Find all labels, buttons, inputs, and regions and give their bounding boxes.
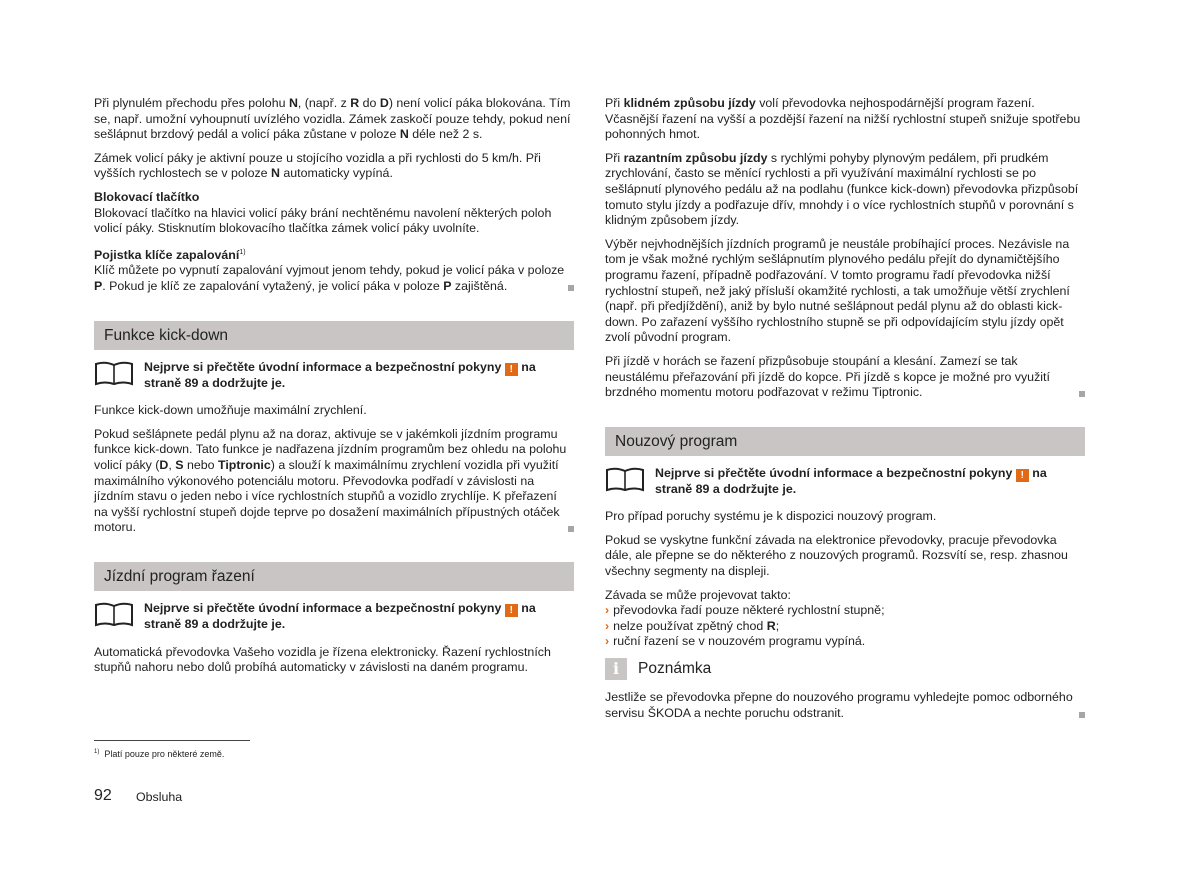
section-heading-jizdni: Jízdní program řazení bbox=[94, 562, 574, 591]
page-number: 92 bbox=[94, 787, 112, 804]
paragraph-text: Jestliže se převodovka přepne do nouzového programu vyhledejte pomoc odborného servisu ŠKODA a nechte poruchu odstranit. bbox=[605, 690, 1073, 720]
end-mark-icon bbox=[568, 526, 574, 532]
bold-text: N bbox=[399, 127, 409, 142]
bold-text: R bbox=[350, 96, 360, 110]
chevron-right-icon: › bbox=[605, 618, 610, 633]
book-icon bbox=[94, 601, 134, 627]
section-heading-kickdown: Funkce kick-down bbox=[94, 321, 574, 350]
fault-list bbox=[605, 603, 1085, 650]
book-icon bbox=[94, 360, 134, 386]
warning-icon: ! bbox=[505, 363, 518, 376]
notice bbox=[94, 601, 574, 633]
chevron-right-icon: › bbox=[605, 634, 610, 649]
paragraph-text: Pokud sešlápnete pedál plynu až na doraz, aktivuje se v jakémkoli jízdním programu funkce kick-down. Tato funkce je nadřazena jízdním programům bez ohledu na polohu volicí páky (D, S nebo Tiptronic) a slouží k maximálnímu zrychlení vozidla při využití maximálního výkonového potenciálu motoru. Převodovka podřadí v závislosti na jízdním stavu o jeden nebo i více rychlostních stupňů a vozidlo zrychlíje. K přeřazení na vyšší rychlostní stupeň dojde teprve po dosažení maximálních přípustných otáček motoru. bbox=[94, 426, 567, 535]
end-mark-icon bbox=[568, 285, 574, 291]
end-mark-icon bbox=[1079, 712, 1085, 718]
chevron-right-icon: › bbox=[605, 603, 610, 618]
notice-text bbox=[144, 360, 574, 392]
paragraph: Automatická převodovka Vašeho vozidla je řízena elektronicky. Řazení rychlostních stupňů nahoru nebo dolů probíhá automaticky v závislosti na daném programu. bbox=[94, 644, 551, 675]
bold-text: N bbox=[288, 96, 298, 110]
paragraph: Zámek volicí páky je aktivní pouze u stojícího vozidla a při rychlosti do 5 km/h. Při vyšších rychlostech se v poloze N automaticky vypíná. bbox=[94, 150, 541, 181]
footnote-ref: 1) bbox=[239, 248, 246, 256]
notice-text-pre: Nejprve si přečtěte úvodní informace a bezpečnostní pokyny bbox=[144, 601, 502, 615]
bold-text: D bbox=[159, 458, 169, 473]
paragraph: Při plynulém přechodu přes polohu N, (např. z R do D) není volicí páka blokována. Tím se, např. umožní vyhoupnutí uvízlého vozidla. Zámek zaskočí pouze tehdy, pokud není sešlápnut brzdový pedál a volicí páka zůstane v poloze N déle než 2 s. bbox=[94, 96, 571, 142]
subheading-pojistka bbox=[94, 245, 574, 264]
notice-text-post: na straně 89 a dodržujte je. bbox=[144, 359, 536, 390]
list-item bbox=[605, 603, 1085, 619]
paragraph: Při klidném způsobu jízdy volí převodovka nejhospodárnější program řazení. Včasnější řazení na vyšší a pozdější řazení na nižší rychlostní stupeň snižuje spotřebu pohonných hmot. bbox=[605, 96, 1081, 142]
paragraph bbox=[605, 690, 1085, 721]
right-column bbox=[605, 96, 1085, 729]
notice bbox=[605, 466, 1085, 498]
paragraph: Pokud se vyskytne funkční závada na elektronice převodovky, pracuje převodovka dále, ale přepne se do některého z nouzových programů. Rozsvítí se, resp. zhasnou všechny segmenty na displeji. bbox=[605, 532, 1068, 579]
notice-text bbox=[655, 466, 1085, 498]
notice bbox=[94, 360, 574, 392]
notice-text-post: na straně 89 a dodržujte je. bbox=[144, 601, 536, 631]
page-section-label: Obsluha bbox=[136, 790, 183, 804]
info-icon: i bbox=[605, 658, 627, 680]
list-item-text: převodovka řadí pouze některé rychlostní stupně; bbox=[613, 603, 885, 618]
bold-text: P bbox=[94, 279, 103, 294]
paragraph bbox=[94, 427, 574, 536]
footnote bbox=[94, 749, 224, 759]
footnote-number: 1) bbox=[94, 749, 100, 755]
list-item-text: ruční řazení se v nouzovém programu vypíná. bbox=[613, 634, 866, 649]
paragraph: Blokovací tlačítko na hlavici volicí páky brání nechtěnému navolení některých poloh volicí páky. Stisknutím blokovacího tlačítka zámek volicí páky uvolníte. bbox=[94, 205, 552, 236]
list-item bbox=[605, 619, 1085, 635]
bold-text: D bbox=[379, 96, 389, 110]
list-item-text: nelze používat zpětný chod R; bbox=[613, 618, 780, 633]
paragraph bbox=[94, 263, 574, 294]
bold-text: P bbox=[443, 279, 452, 294]
paragraph bbox=[605, 354, 1085, 401]
paragraph: Výběr nejvhodnějších jízdních programů je neustále probíhající proces. Nezávisle na tom je však možné rychlým sešlápnutím plynového pedálu přejít do dynamičtějšího programu řazení, případně podřazování. V tomto programu řadí převodovka nižší rychlostní stupeň, než jaký přísluší okamžité rychlosti, a tak umožňuje větší zrychlení (např. při předjíždění), aniž by bylo nutné sešlápnout pedál plynu až do oblasti kick-down. Po zařazení vyššího rychlostního stupně se při odpovídajícím stylu jízdy opět zvolí původní program. bbox=[605, 236, 1070, 345]
bold-text: S bbox=[175, 458, 184, 473]
paragraph-text: Klíč můžete po vypnutí zapalování vyjmout jenom tehdy, pokud je volicí páka v poloze P. Pokud je klíč ze zapalování vytažený, je volicí páka v poloze P zajištěná. bbox=[94, 263, 565, 294]
note-title: Poznámka bbox=[638, 660, 712, 678]
notice-text bbox=[144, 601, 574, 633]
footnote-text: Platí pouze pro některé země. bbox=[104, 749, 225, 759]
bold-text: N bbox=[270, 166, 280, 181]
paragraph-text: Při jízdě v horách se řazení přizpůsobuje stoupání a klesání. Zamezí se tak neustálému přeřazování při jízdě do kopce. Při jízdě s kopce je možné pro využití brzdného momentu motoru podřazovat v režimu Tiptronic. bbox=[605, 353, 1050, 400]
bold-text: razantním způsobu jízdy bbox=[623, 150, 768, 165]
bold-text: R bbox=[766, 618, 776, 633]
subheading-pojistka-text: Pojistka klíče zapalování bbox=[94, 247, 240, 262]
paragraph: Pro případ poruchy systému je k dispozici nouzový program. bbox=[605, 509, 937, 524]
book-icon bbox=[605, 466, 645, 492]
warning-icon: ! bbox=[505, 604, 518, 617]
note-heading bbox=[605, 658, 1085, 680]
paragraph: Při razantním způsobu jízdy s rychlými pohyby plynovým pedálem, při prudkém zrychlování, často se měnící rychlosti a při využívání maximální rychlosti se po sešlápnutí plynového pedálu až na podlahu (funkce kick-down) převodovka přizpůsobí tomuto stylu jízdy a podřazuje dřív, mnohdy i o více rychlostních stupňů v porovnání s klidným způsobem jízdy. bbox=[605, 150, 1079, 228]
bold-text: klidném způsobu jízdy bbox=[623, 96, 756, 110]
paragraph: Funkce kick-down umožňuje maximální zrychlení. bbox=[94, 403, 367, 418]
subheading-blokovaci: Blokovací tlačítko bbox=[94, 189, 200, 204]
end-mark-icon bbox=[1079, 391, 1085, 397]
notice-text-pre: Nejprve si přečtěte úvodní informace a bezpečnostní pokyny bbox=[144, 359, 502, 374]
footnote-divider bbox=[94, 740, 250, 741]
notice-text-post: na straně 89 a dodržujte je. bbox=[655, 465, 1047, 496]
left-column bbox=[94, 96, 574, 684]
section-heading-nouzovy: Nouzový program bbox=[605, 427, 1085, 456]
list-item bbox=[605, 634, 1085, 650]
warning-icon: ! bbox=[1016, 469, 1029, 482]
notice-text-pre: Nejprve si přečtěte úvodní informace a bezpečnostní pokyny bbox=[655, 465, 1013, 480]
paragraph: Závada se může projevovat takto: bbox=[605, 587, 791, 602]
bold-text: Tiptronic bbox=[217, 458, 271, 473]
